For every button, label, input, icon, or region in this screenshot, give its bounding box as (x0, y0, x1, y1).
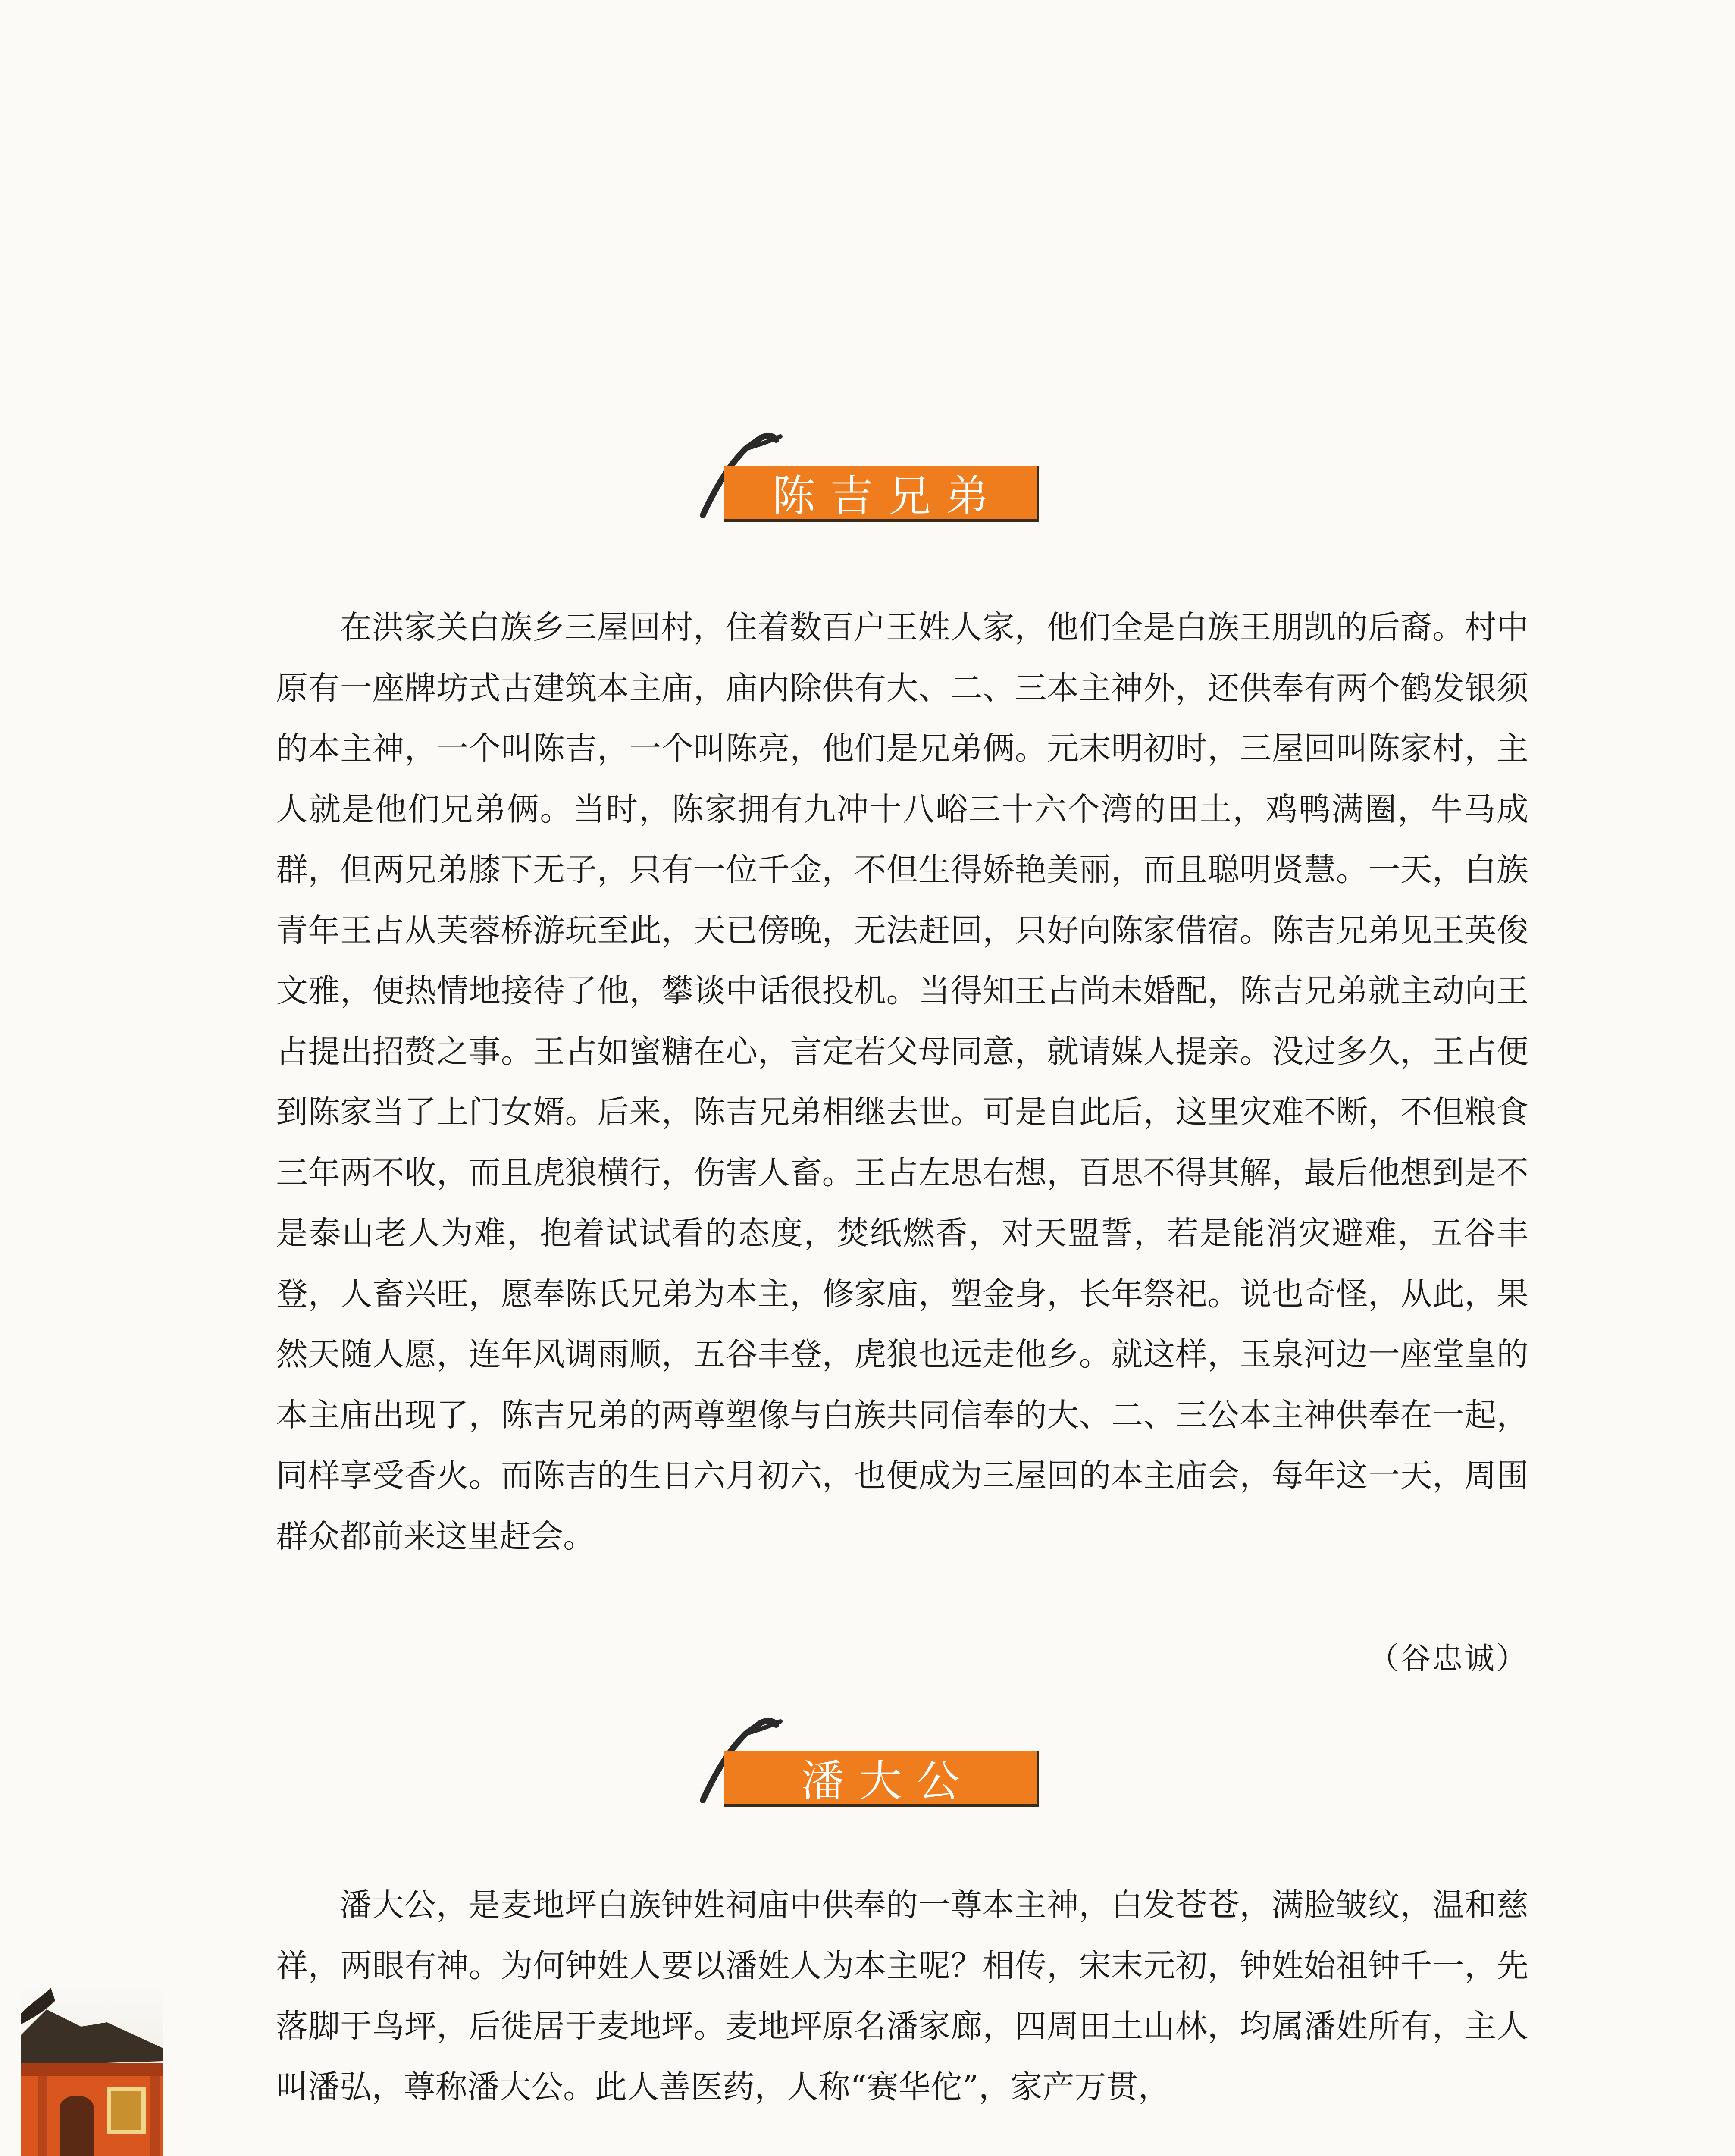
section-title-box (724, 466, 1039, 522)
section-2-paragraph: 潘大公，是麦地坪白族钟姓祠庙中供奉的一尊本主神，白发苍苍，满脸皱纹，温和慈祥，两眼有神。为何钟姓人要以潘姓人为本主呢？相传，宋末元初，钟姓始祖钟千一，先落脚于鸟坪，后徙居于麦地坪。麦地坪原名潘家廊，四周田土山林，均属潘姓所有，主人叫潘弘，尊称潘大公。此人善医药，人称“赛华佗”，家产万贯， (276, 1887, 1528, 2106)
section-title-box (724, 1751, 1039, 1807)
section-1-paragraph: 在洪家关白族乡三屋回村，住着数百户王姓人家，他们全是白族王朋凯的后裔。村中原有一座牌坊式古建筑本主庙，庙内除供有大、二、三本主神外，还供奉有两个鹤发银须的本主神，一个叫陈吉，一个叫陈亮，他们是兄弟俩。元末明初时，三屋回叫陈家村，主人就是他们兄弟俩。当时，陈家拥有九冲十八峪三十六个湾的田土，鸡鸭满圈，牛马成群，但两兄弟膝下无子，只有一位千金，不但生得娇艳美丽，而且聪明贤慧。一天，白族青年王占从芙蓉桥游玩至此，天已傍晚，无法赶回，只好向陈家借宿。陈吉兄弟见王英俊文雅，便热情地接待了他，攀谈中话很投机。当得知王占尚未婚配，陈吉兄弟就主动向王占提出招赘之事。王占如蜜糖在心，言定若父母同意，就请媒人提亲。没过多久，王占便到陈家当了上门女婿。后来，陈吉兄弟相继去世。可是自此后，这里灾难不断，不但粮食三年两不收，而且虎狼横行，伤害人畜。王占左思右想，百思不得其解，最后他想到是不是泰山老人为难，抱着试试看的态度，焚纸燃香，对天盟誓，若是能消灾避难，五谷丰登，人畜兴旺，愿奉陈氏兄弟为本主，修家庙，塑金身，长年祭祀。说也奇怪，从此，果然天随人愿，连年风调雨顺，五谷丰登，虎狼也远走他乡。就这样，玉泉河边一座堂皇的本主庙出现了，陈吉兄弟的两尊塑像与白族共同信奉的大、二、三公本主神供奉在一起，同样享受香火。而陈吉的生日六月初六，也便成为三屋回的本主庙会，每年这一天，周围群众都前来这里赶会。 (276, 609, 1528, 1555)
section-title: 潘大公 (801, 1756, 974, 1806)
author-credit: （谷忠诚） (1369, 1641, 1528, 1676)
section-title: 陈吉兄弟 (772, 471, 1003, 521)
temple-photo (21, 1984, 163, 2156)
